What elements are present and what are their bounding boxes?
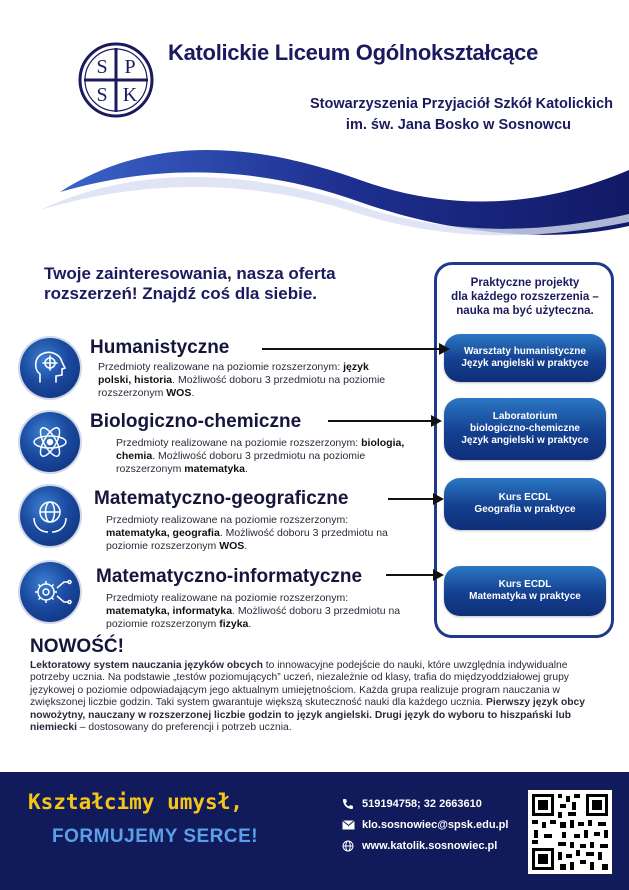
pill-line: Warsztaty humanistyczne [464, 346, 586, 357]
desc-rest: . Możliwość doboru 3 przedmiotu na poziomie rozszerzonym [116, 450, 366, 475]
desc-end: . [244, 540, 248, 552]
desc-end: . [244, 463, 248, 475]
profile-desc-geo [106, 514, 406, 553]
profile-name-biochem: Biologiczno-chemiczne [90, 411, 302, 432]
desc-extra: fizyka [219, 618, 249, 630]
motto-line-1: Kształcimy umysł, [28, 790, 243, 814]
profile-desc-it [106, 592, 406, 631]
phone-text: 519194758; 32 2663610 [362, 798, 482, 810]
contact-phone [340, 797, 482, 811]
news-text-1: to innowacyjne podejście do nauki, które uwzględnia indywidualne potrzeby ucznia. Na podstawie „testów poziomujących” uczeń, niezależnie od klasy, trafia do międzyoddziałowej grupy językowej o poziomie odpowiadającym jego aktualnym umiejętnościom. Każda grupa realizuje program nauczania w zwiększonej liczbie godzin. Taki system gwarantuje większą skuteczność nauki dla każdego ucznia. [30, 660, 569, 709]
panel-title-line: dla każdego rozszerzenia – [451, 291, 599, 303]
decorative-wave [0, 118, 629, 248]
arrow-biochem [328, 420, 440, 422]
profile-desc-biochem [116, 437, 416, 476]
profile-name-humanistic: Humanistyczne [90, 337, 230, 358]
logo-letter: K [122, 84, 138, 106]
globe-hands-icon [20, 486, 80, 546]
desc-intro: Przedmioty realizowane na poziomie rozszerzonym: [106, 514, 349, 526]
desc-rest: . Możliwość doboru 3 przedmiotu na poziomie rozszerzonym [98, 374, 386, 399]
pill-line: Laboratorium [492, 411, 558, 422]
phone-icon [340, 797, 356, 811]
desc-subjects: matematyka, informatyka [106, 605, 233, 617]
globe-icon [340, 839, 356, 853]
desc-end: . [191, 387, 195, 399]
panel-title-line: Praktyczne projekty [470, 277, 580, 289]
news-title: NOWOŚĆ! [30, 636, 124, 657]
desc-rest: . Możliwość doboru 3 przedmiotu na poziomie rozszerzonym [106, 527, 388, 552]
desc-subjects: biologia, chemia [116, 437, 405, 462]
logo-letter: P [124, 56, 136, 78]
qr-code[interactable] [528, 790, 612, 874]
school-logo [78, 42, 154, 118]
news-bold-2: Pierwszy język obcy nowożytny, nauczany w rozszerzonej liczbie godzin to język angielski. Drugi język do wyboru to hiszpański lub niemiecki [30, 697, 585, 734]
project-pill-geo [444, 478, 606, 530]
pill-line: Geografia w praktyce [474, 504, 576, 515]
desc-subjects: matematyka, geografia [106, 527, 220, 539]
pill-line: Kurs ECDL [498, 579, 552, 590]
desc-extra: matematyka [184, 463, 245, 475]
profile-name-it: Matematyczno-informatyczne [96, 566, 363, 587]
desc-intro: Przedmioty realizowane na poziomie rozszerzonym: [106, 592, 349, 604]
project-pill-it [444, 566, 606, 616]
pill-line: Kurs ECDL [498, 492, 552, 503]
desc-subjects: język polski, historia [98, 361, 369, 386]
arrow-humanistic [262, 348, 448, 350]
desc-intro: Przedmioty realizowane na poziomie rozszerzonym: [116, 437, 359, 449]
school-title: Katolickie Liceum Ogólnokształcące [168, 40, 539, 65]
school-subtitle-2: im. św. Jana Bosko w Sosnowcu [345, 117, 571, 133]
news-bold-1: Lektoratowy system nauczania języków obcych [30, 660, 263, 671]
atom-icon [20, 412, 80, 472]
gear-circuit-icon [20, 562, 80, 622]
mail-icon [340, 818, 356, 832]
news-text-2: – dostosowany do preferencji i potrzeb ucznia. [76, 722, 292, 734]
project-pill-humanistic [444, 334, 606, 382]
project-pill-biochem [444, 398, 606, 460]
desc-intro: Przedmioty realizowane na poziomie rozszerzonym: [98, 361, 341, 373]
arrow-geo [388, 498, 442, 500]
tagline [44, 264, 336, 304]
tagline-line-2: rozszerzeń! Znajdź coś dla siebie. [44, 284, 318, 303]
tagline-line-1: Twoje zainteresowania, nasza oferta [44, 264, 336, 283]
contact-website[interactable] [340, 839, 497, 853]
projects-panel-title [440, 276, 610, 318]
head-brain-icon [20, 338, 80, 398]
profile-desc-humanistic [98, 361, 398, 400]
website-link[interactable]: www.katolik.sosnowiec.pl [362, 840, 498, 852]
pill-line: biologiczno-chemiczne [469, 423, 580, 434]
pill-line: Język angielski w praktyce [461, 358, 589, 369]
motto-line-2: FORMUJEMY SERCE! [52, 826, 259, 847]
desc-extra: WOS [166, 387, 192, 399]
news-body [30, 660, 604, 734]
pill-line: Matematyka w praktyce [469, 591, 581, 602]
arrow-it [386, 574, 442, 576]
logo-letter: S [96, 56, 108, 78]
logo-letter: S [96, 84, 108, 106]
desc-extra: WOS [219, 540, 245, 552]
desc-rest: . Możliwość doboru 3 przedmiotu na poziomie rozszerzonym [106, 605, 401, 630]
email-link[interactable]: klo.sosnowiec@spsk.edu.pl [362, 819, 509, 831]
contact-email[interactable] [340, 818, 508, 832]
panel-title-line: nauka ma być użyteczna. [456, 305, 594, 317]
desc-end: . [248, 618, 252, 630]
profile-name-geo: Matematyczno-geograficzne [94, 488, 349, 509]
pill-line: Język angielski w praktyce [461, 435, 589, 446]
school-subtitle-1: Stowarzyszenia Przyjaciół Szkół Katolickich [310, 96, 613, 112]
